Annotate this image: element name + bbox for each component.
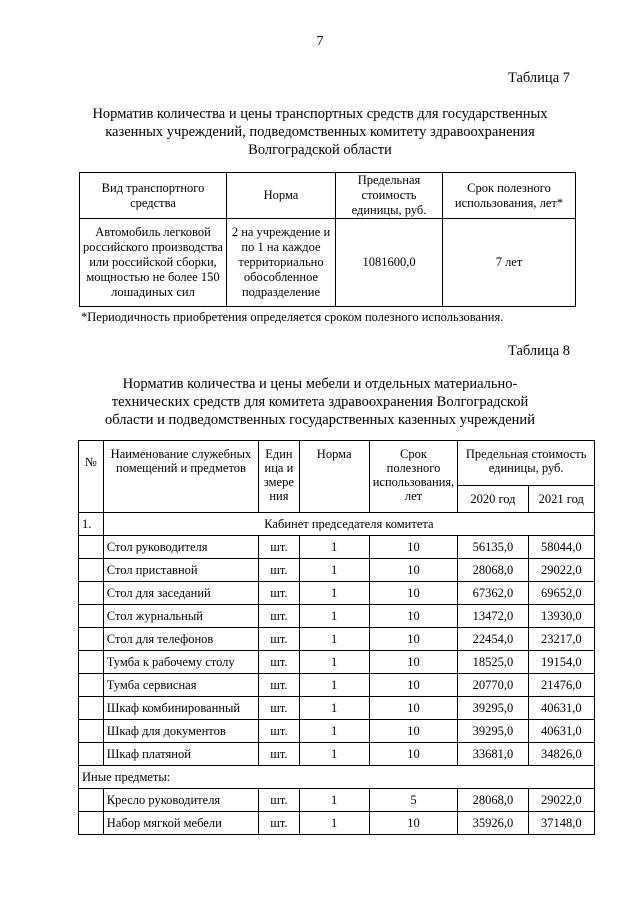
item-num: [79, 789, 104, 812]
table-row: [79, 743, 595, 766]
table-row: [79, 559, 595, 582]
header-num: №: [79, 441, 104, 513]
item-unit: шт.: [259, 651, 299, 674]
item-price-2020: 39295,0: [458, 697, 528, 720]
table-row: [79, 697, 595, 720]
item-price-2020: 35926,0: [458, 812, 528, 835]
header-2021: 2021 год: [528, 486, 594, 513]
item-num: [79, 628, 104, 651]
table7-header: Предельная стоимость единицы, руб.: [336, 173, 443, 219]
item-price-2021: 40631,0: [528, 720, 594, 743]
item-norm: 1: [299, 720, 369, 743]
item-life: 10: [369, 812, 458, 835]
item-name: Стол для заседаний: [103, 582, 258, 605]
vehicle-norm: 2 на учреждение и по 1 на каждое территориально обособленное подразделение: [227, 219, 336, 307]
vehicle-price: 1081600,0: [336, 219, 443, 307]
item-name: Стол журнальный: [103, 605, 258, 628]
header-life: Срок полезного использования, лет: [369, 441, 458, 513]
item-price-2021: 69652,0: [528, 582, 594, 605]
table8-header-row: [79, 441, 595, 486]
table8: [78, 440, 595, 835]
item-life: 10: [369, 628, 458, 651]
item-norm: 1: [299, 789, 369, 812]
item-name: Шкаф платяной: [103, 743, 258, 766]
item-unit: шт.: [259, 789, 299, 812]
table8-rows: [79, 536, 595, 766]
item-price-2021: 23217,0: [528, 628, 594, 651]
item-unit: шт.: [259, 743, 299, 766]
item-num: [79, 582, 104, 605]
item-norm: 1: [299, 628, 369, 651]
item-norm: 1: [299, 697, 369, 720]
item-name: Кресло руководителя: [103, 789, 258, 812]
table-row: [80, 219, 576, 307]
item-num: [79, 674, 104, 697]
item-unit: шт.: [259, 605, 299, 628]
section-num: 1.: [79, 513, 104, 536]
item-life: 10: [369, 536, 458, 559]
item-num: [79, 651, 104, 674]
other-items-row: [79, 766, 595, 789]
table8-caption: Таблица 8: [507, 343, 570, 359]
item-price-2020: 39295,0: [458, 720, 528, 743]
header-name: Наименование служебных помещений и предметов: [103, 441, 258, 513]
item-name: Стол для телефонов: [103, 628, 258, 651]
table7-footnote: *Периодичность приобретения определяется сроком полезного использования.: [81, 310, 504, 324]
item-price-2021: 19154,0: [528, 651, 594, 674]
header-norm: Норма: [299, 441, 369, 513]
table-row: [79, 628, 595, 651]
item-num: [79, 743, 104, 766]
item-unit: шт.: [259, 720, 299, 743]
item-num: [79, 559, 104, 582]
item-price-2021: 29022,0: [528, 789, 594, 812]
item-unit: шт.: [259, 559, 299, 582]
table7-header: Норма: [227, 173, 336, 219]
table7-header: Вид транспортного средства: [80, 173, 227, 219]
item-num: [79, 720, 104, 743]
item-price-2020: 18525,0: [458, 651, 528, 674]
item-name: Стол руководителя: [103, 536, 258, 559]
item-price-2021: 29022,0: [528, 559, 594, 582]
item-unit: шт.: [259, 582, 299, 605]
table-row: [79, 582, 595, 605]
table-row: [79, 605, 595, 628]
table7: [79, 172, 576, 307]
item-norm: 1: [299, 605, 369, 628]
item-life: 10: [369, 743, 458, 766]
item-unit: шт.: [259, 697, 299, 720]
item-name: Шкаф для документов: [103, 720, 258, 743]
header-price: Предельная стоимость единицы, руб.: [458, 441, 595, 486]
vehicle-life: 7 лет: [443, 219, 576, 307]
table-row: [79, 674, 595, 697]
item-norm: 1: [299, 536, 369, 559]
item-price-2020: 13472,0: [458, 605, 528, 628]
item-price-2021: 21476,0: [528, 674, 594, 697]
table7-title: Норматив количества и цены транспортных средств для государственных казенных учреждений, подведомственных комитету здравоохранения Волгоградской области: [92, 106, 548, 158]
table7-header-row: [80, 173, 576, 219]
section-title: Кабинет председателя комитета: [103, 513, 594, 536]
item-price-2021: 13930,0: [528, 605, 594, 628]
table-row: [79, 720, 595, 743]
item-price-2020: 20770,0: [458, 674, 528, 697]
item-price-2020: 67362,0: [458, 582, 528, 605]
table8-title: Норматив количества и цены мебели и отдельных материально- технических средств для комитета здравоохранения Волгоградской области и подведомственных государственных казенных учреждений: [105, 376, 535, 428]
table7-header: Срок полезного использования, лет*: [443, 173, 576, 219]
section-row: [79, 513, 595, 536]
item-price-2021: 40631,0: [528, 697, 594, 720]
item-norm: 1: [299, 743, 369, 766]
table-row: [79, 789, 595, 812]
item-num: [79, 605, 104, 628]
item-price-2021: 58044,0: [528, 536, 594, 559]
item-price-2020: 56135,0: [458, 536, 528, 559]
item-name: Стол приставной: [103, 559, 258, 582]
table-row: [79, 812, 595, 835]
item-unit: шт.: [259, 628, 299, 651]
header-unit: Единица измерения: [259, 441, 299, 513]
item-norm: 1: [299, 651, 369, 674]
item-norm: 1: [299, 674, 369, 697]
vehicle-type: Автомобиль легковой российского производства или российской сборки, мощностью не более 150 лошадиных сил: [80, 219, 227, 307]
item-unit: шт.: [259, 674, 299, 697]
item-num: [79, 697, 104, 720]
item-life: 10: [369, 605, 458, 628]
item-price-2020: 22454,0: [458, 628, 528, 651]
item-name: Набор мягкой мебели: [103, 812, 258, 835]
item-life: 10: [369, 559, 458, 582]
item-name: Тумба к рабочему столу: [103, 651, 258, 674]
table-row: [79, 651, 595, 674]
item-life: 10: [369, 582, 458, 605]
table-row: [79, 536, 595, 559]
item-name: Шкаф комбинированный: [103, 697, 258, 720]
other-items-label: Иные предметы:: [79, 766, 595, 789]
item-life: 10: [369, 720, 458, 743]
page-number: 7: [316, 34, 324, 49]
item-life: 5: [369, 789, 458, 812]
item-norm: 1: [299, 812, 369, 835]
item-price-2021: 37148,0: [528, 812, 594, 835]
item-norm: 1: [299, 582, 369, 605]
item-norm: 1: [299, 559, 369, 582]
item-price-2020: 28068,0: [458, 789, 528, 812]
item-unit: шт.: [259, 812, 299, 835]
item-unit: шт.: [259, 536, 299, 559]
item-price-2020: 28068,0: [458, 559, 528, 582]
header-2020: 2020 год: [458, 486, 528, 513]
item-num: [79, 536, 104, 559]
item-num: [79, 812, 104, 835]
item-life: 10: [369, 651, 458, 674]
item-life: 10: [369, 697, 458, 720]
item-life: 10: [369, 674, 458, 697]
item-name: Тумба сервисная: [103, 674, 258, 697]
item-price-2021: 34826,0: [528, 743, 594, 766]
table8-other-rows: [79, 789, 595, 835]
table7-caption: Таблица 7: [507, 70, 570, 86]
item-price-2020: 33681,0: [458, 743, 528, 766]
